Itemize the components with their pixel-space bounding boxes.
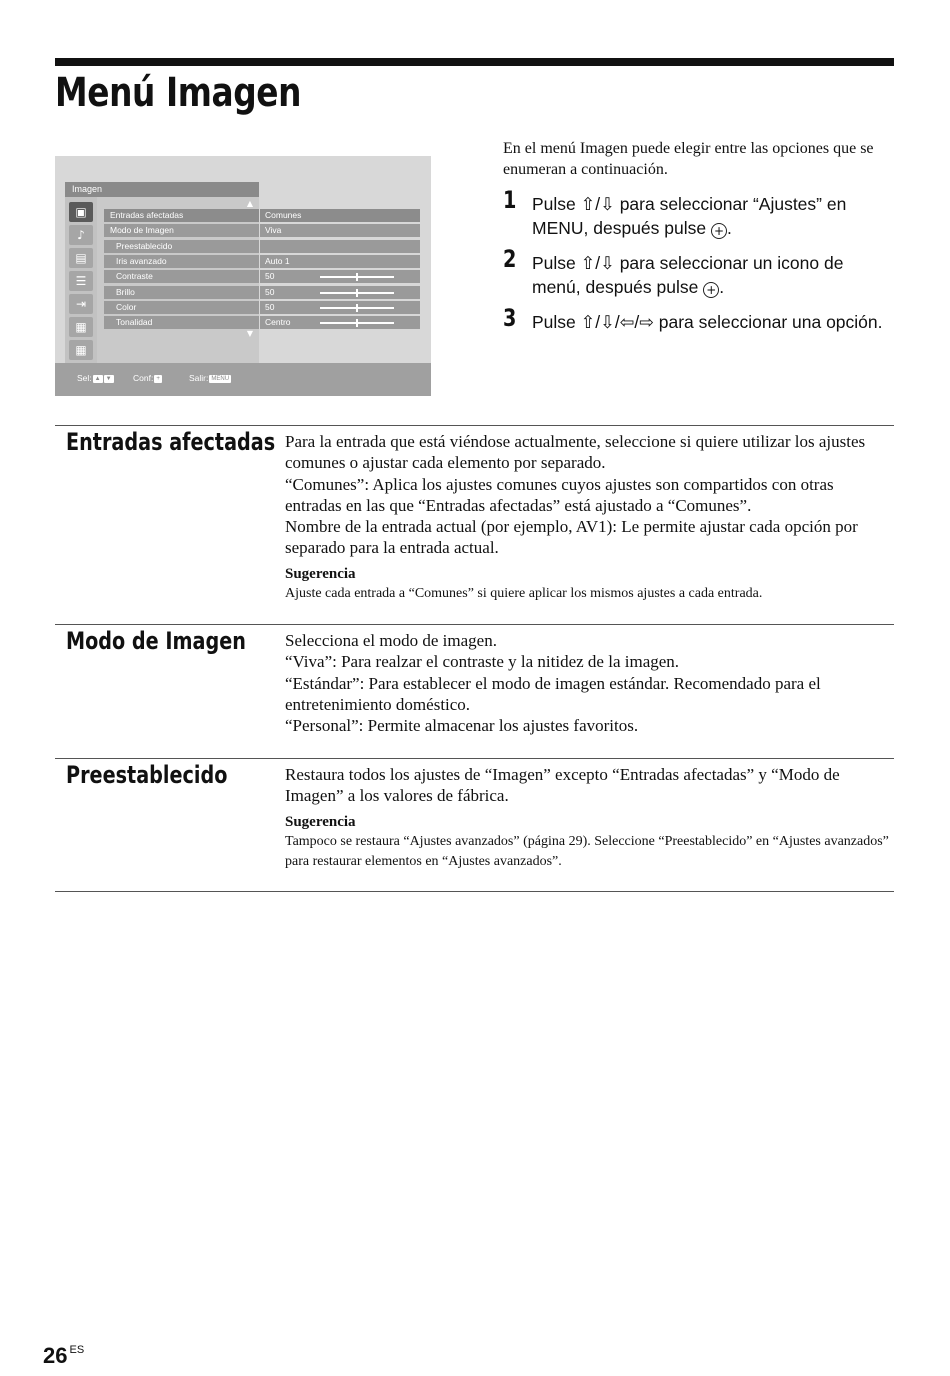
term-entradas-afectadas: Entradas afectadas: [66, 428, 276, 456]
osd-row-value: [260, 240, 420, 253]
osd-row: [98, 286, 420, 299]
osd-row: [98, 316, 420, 329]
step-text: Pulse ⇧/⇩ para seleccionar un icono de menú, después pulse + .: [532, 253, 844, 297]
osd-row-value: 50: [260, 286, 420, 299]
music-note-icon: ♪: [69, 225, 93, 245]
osd-row: [98, 270, 420, 283]
osd-row: [98, 209, 420, 222]
paragraph: “Viva”: Para realzar el contraste y la nitidez de la imagen.: [285, 652, 680, 672]
osd-row-label: Tonalidad: [104, 316, 259, 329]
osd-row-value: Viva: [260, 224, 420, 237]
setup2-icon: ▦: [69, 340, 93, 360]
osd-menu-header: Imagen: [65, 182, 259, 197]
tip-heading: Sugerencia: [285, 813, 356, 830]
paragraph: Restaura todos los ajustes de “Imagen” excepto “Entradas afectadas” y “Modo de Imagen” a los valores de fábrica.: [285, 765, 840, 806]
osd-row-label: Modo de Imagen: [104, 224, 259, 237]
tip-text: Tampoco se restaura “Ajustes avanzados” (página 29). Seleccione “Preestablecido” en “Ajustes avanzados” para restaurar elementos en “Ajustes avanzados”.: [285, 833, 889, 869]
desc-preestablecido: [285, 764, 894, 872]
picture-icon: ▣: [69, 202, 93, 222]
tip-text: Ajuste cada entrada a “Comunes” si quiere aplicar los mismos ajustes a cada entrada.: [285, 585, 763, 601]
term-modo-de-imagen: Modo de Imagen: [66, 627, 246, 655]
step-number: 1: [503, 186, 517, 214]
osd-row-label: Entradas afectadas: [104, 209, 259, 222]
desc-modo-de-imagen: [285, 630, 894, 736]
osd-slider: [320, 307, 394, 309]
osd-footer-conf: Conf: +: [133, 373, 160, 383]
osd-row-value: 50: [260, 301, 420, 314]
tip-heading: Sugerencia: [285, 565, 356, 582]
enter-button-icon: +: [711, 223, 727, 239]
section-divider: [55, 425, 894, 426]
step-text: Pulse ⇧/⇩ para seleccionar “Ajustes” en MENU, después pulse + .: [532, 194, 847, 238]
scroll-down-arrow-icon: ▼: [246, 329, 254, 338]
paragraph: Selecciona el modo de imagen.: [285, 631, 497, 650]
step-number: 3: [503, 304, 517, 332]
osd-row-value: 50: [260, 270, 420, 283]
osd-row: [98, 240, 420, 253]
page-title: Menú Imagen: [55, 70, 302, 116]
osd-footer: [55, 363, 431, 396]
enter-button-icon: +: [703, 282, 719, 298]
enter-key-icon: +: [156, 375, 160, 382]
paragraph: Para la entrada que está viéndose actualmente, seleccione si quiere utilizar los ajustes comunes o ajustar cada elemento por separado.: [285, 432, 866, 473]
osd-footer-salir: Salir: MENU: [189, 373, 230, 383]
osd-slider: [320, 292, 394, 294]
osd-row-label: Contraste: [104, 270, 259, 283]
tv-menu-screenshot: [55, 156, 431, 396]
osd-row-label: Iris avanzado: [104, 255, 259, 268]
menu-key: MENU: [211, 375, 230, 382]
osd-row-value: Comunes: [260, 209, 420, 222]
paragraph: “Estándar”: Para establecer el modo de imagen estándar. Recomendado para el entretenimiento doméstico.: [285, 673, 821, 714]
down-key-icon: ▼: [105, 375, 112, 382]
paragraph: “Personal”: Permite almacenar los ajustes favoritos.: [285, 716, 639, 736]
term-preestablecido: Preestablecido: [66, 761, 228, 789]
language-code: ES: [69, 1344, 85, 1356]
osd-row-value: Auto 1: [260, 255, 420, 268]
osd-row: [98, 301, 420, 314]
section-divider: [55, 891, 894, 892]
osd-row-value: Centro: [260, 316, 420, 329]
screen-icon: ▤: [69, 248, 93, 268]
setup-icon: ▦: [69, 317, 93, 337]
intro-text: En el menú Imagen puede elegir entre las opciones que se enumeran a continuación.: [503, 140, 874, 178]
input-icon: ⇥: [69, 294, 93, 314]
paragraph: “Comunes”: Aplica los ajustes comunes cuyos ajustes son compartidos con otras entradas en las que “Entradas afectadas” está ajustado a “Comunes”.: [285, 474, 834, 515]
desc-entradas-afectadas: [285, 431, 894, 604]
osd-slider: [320, 322, 394, 324]
osd-row-label: Color: [104, 301, 259, 314]
up-key-icon: ▲: [94, 375, 101, 382]
osd-row-label: Preestablecido: [104, 240, 259, 253]
osd-row: [98, 224, 420, 237]
top-rule: [55, 58, 894, 66]
step-number: 2: [503, 245, 517, 273]
osd-icon-column: [65, 197, 97, 363]
section-divider: [55, 624, 894, 625]
paragraph: Nombre de la entrada actual (por ejemplo, AV1): Le permite ajustar cada opción por separado para la entrada actual.: [285, 517, 858, 558]
osd-row-label: Brillo: [104, 286, 259, 299]
scroll-up-arrow-icon: ▲: [246, 199, 254, 208]
step-text: Pulse ⇧/⇩/⇦/⇨ para seleccionar una opción.: [532, 312, 883, 332]
osd-row: [98, 255, 420, 268]
osd-slider: [320, 276, 394, 278]
section-divider: [55, 758, 894, 759]
osd-footer-sel: Sel: ▲ ▼: [77, 373, 112, 383]
list-icon: ☰: [69, 271, 93, 291]
page-number: 26 $^{ES}$: [43, 1343, 85, 1368]
